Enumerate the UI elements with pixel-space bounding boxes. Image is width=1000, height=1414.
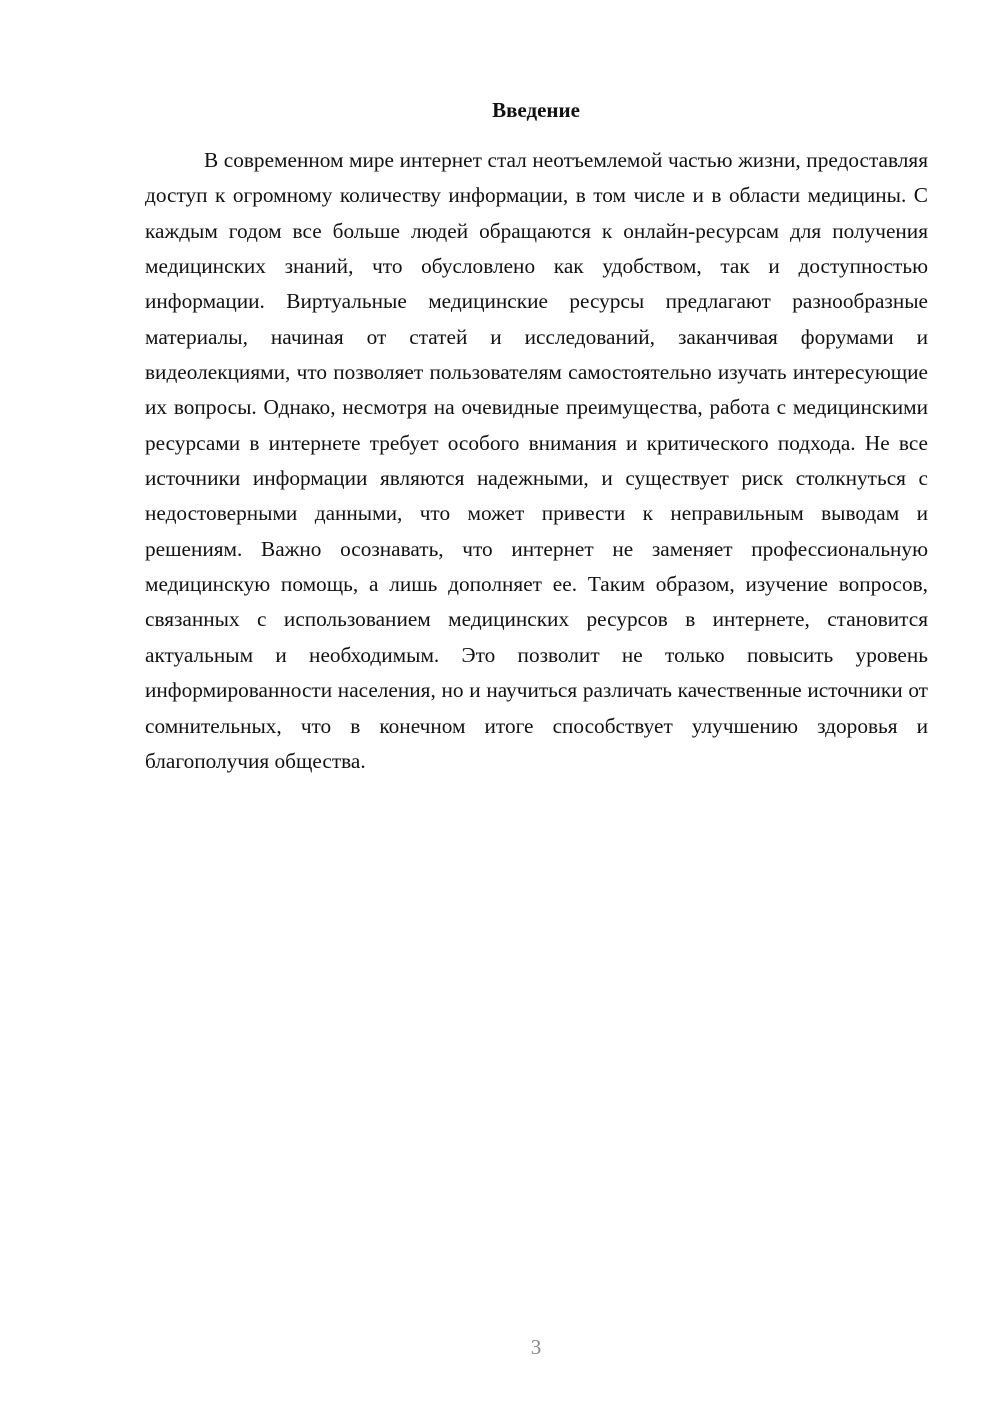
introduction-paragraph: В современном мире интернет стал неотъемлемой частью жизни, предоставляя доступ к огромному количеству информации, в том числе и в области медицины. С каждым годом все больше людей обращаются к онлайн-ресурсам для получения медицинских знаний, что обусловлено как удобством, так и доступностью информации. Виртуальные медицинские ресурсы предлагают разнообразные материалы, начиная от статей и исследований, заканчивая форумами и видеолекциями, что позволяет пользователям самостоятельно изучать интересующие их вопросы. Однако, несмотря на очевидные преимущества, работа с медицинскими ресурсами в интернете требует особого внимания и критического подхода. Не все источники информации являются надежными, и существует риск столкнуться с недостоверными данными, что может привести к неправильным выводам и решениям. Важно осознавать, что интернет не заменяет профессиональную медицинскую помощь, а лишь дополняет ее. Таким образом, изучение вопросов, связанных с использованием медицинских ресурсов в интернете, становится актуальным и необходимым. Это позволит не только повысить уровень информированности населения, но и научиться различать качественные источники от сомнительных, что в конечном итоге способствует улучшению здоровья и благополучия общества. — [145, 148, 928, 773]
page-title: Введение — [492, 98, 580, 122]
page-number: 3 — [530, 1335, 542, 1359]
